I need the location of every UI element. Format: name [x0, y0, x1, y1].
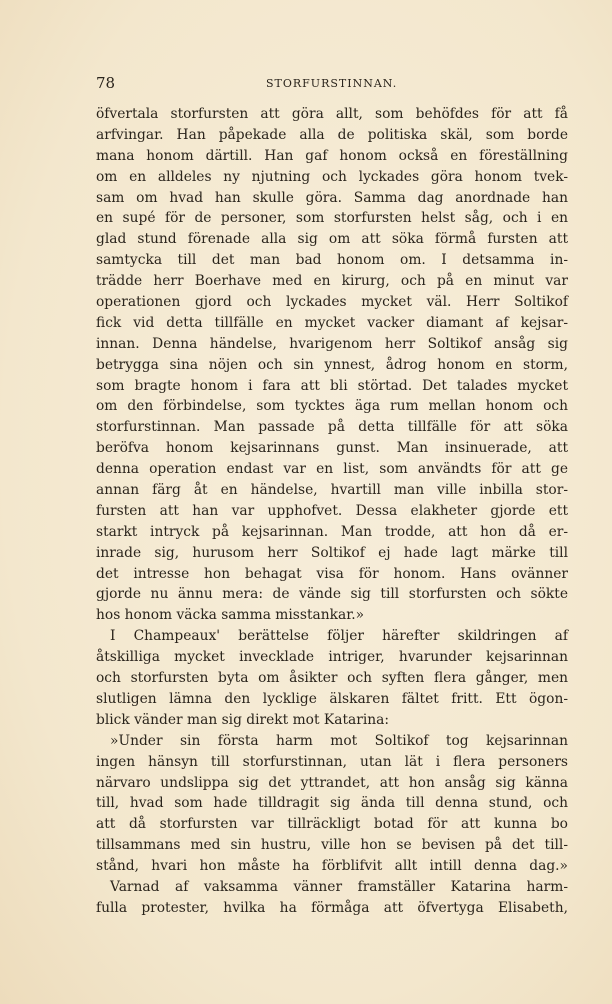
text-line: fick vid detta tillfälle en mycket vacker diamant af kejsar-	[96, 314, 568, 331]
text-line: beröfva honom kejsarinnans gunst. Man insinuerade, att	[96, 440, 568, 457]
text-line: sam om hvad han skulle göra. Samma dag anordnade han	[96, 189, 568, 206]
text-line: denna operation endast var en list, som användts för att ge	[96, 461, 568, 478]
text-line: operationen gjord och lyckades mycket väl. Herr Soltikof	[96, 294, 568, 311]
body-text	[96, 104, 568, 919]
text-line: en supé för de personer, som storfursten helst såg, och i en	[96, 210, 568, 227]
text-line: ingen hänsyn till storfurstinnan, utan lät i flera personers	[96, 753, 568, 770]
text-line: blick vänder man sig direkt mot Katarina:	[96, 711, 389, 728]
text-line: att då storfursten var tillräckligt botad för att kunna bo	[96, 816, 568, 833]
text-line: om den förbindelse, som tycktes äga rum mellan honom och	[96, 398, 568, 415]
text-line: till, hvad som hade tilldragit sig ända till denna stund, och	[96, 795, 568, 812]
text-line: tillsammans med sin hustru, ville hon se bevisen på det till-	[96, 837, 568, 854]
text-line: fulla protester, hvilka ha förmåga att öfvertyga Elisabeth,	[96, 899, 568, 916]
text-line: samtycka till det man bad honom om. I detsamma in-	[96, 252, 568, 269]
text-line: stånd, hvari hon måste ha förblifvit allt intill denna dag.»	[96, 858, 568, 875]
text-line: åtskilliga mycket invecklade intriger, hvarunder kejsarinnan	[96, 649, 568, 666]
text-line: öfvertala storfursten att göra allt, som behöfdes för att få	[96, 106, 568, 122]
text-line: och storfursten byta om åsikter och syften flera gånger, men	[96, 670, 568, 687]
text-line: mana honom därtill. Han gaf honom också en föreställning	[96, 147, 568, 164]
text-line: glad stund förenade alla sig om att söka förmå fursten att	[96, 231, 568, 248]
text-line: det intresse hon behagat visa för honom. Hans ovänner	[96, 565, 568, 582]
text-line: slutligen lämna den lycklige älskaren fältet fritt. Ett ögon-	[96, 690, 568, 707]
text-line: om en alldeles ny njutning och lyckades göra honom tvek-	[96, 168, 568, 185]
text-line: som bragte honom i fara att bli störtad. Det talades mycket	[96, 377, 568, 394]
text-line: annan färg åt en händelse, hvartill man ville inbilla stor-	[96, 482, 568, 499]
text-line: betrygga sina nöjen och sin ynnest, ådrog honom en storm,	[96, 356, 568, 373]
text-line: starkt intryck på kejsarinnan. Man trodde, att hon då er-	[96, 523, 568, 540]
running-title: STORFURSTINNAN.	[266, 77, 398, 90]
text-line: I Champeaux' berättelse följer härefter skildringen af	[110, 628, 568, 645]
text-line: inrade sig, hurusom herr Soltikof ej hade lagt märke till	[96, 544, 568, 561]
text-line: innan. Denna händelse, hvarigenom herr Soltikof ansåg sig	[96, 335, 568, 352]
text-line: trädde herr Boerhave med en kirurg, och på en minut var	[96, 273, 568, 290]
page-number: 78	[96, 74, 116, 92]
page-header	[96, 74, 572, 96]
text-line: fursten att han var upphofvet. Dessa elakheter gjorde ett	[96, 502, 568, 519]
text-line: hos honom väcka samma misstankar.»	[96, 607, 365, 624]
text-line: närvaro undslippa sig det yttrandet, att hon ansåg sig känna	[96, 774, 568, 791]
text-line: Varnad af vaksamma vänner framställer Katarina harm-	[110, 878, 568, 895]
text-line: »Under sin första harm mot Soltikof tog kejsarinnan	[110, 732, 568, 749]
text-line: arfvingar. Han påpekade alla de politiska skäl, som borde	[96, 126, 568, 143]
text-line: storfurstinnan. Man passade på detta tillfälle för att söka	[96, 419, 568, 436]
text-line: gjorde nu ännu mera: de vände sig till storfursten och sökte	[96, 586, 568, 603]
